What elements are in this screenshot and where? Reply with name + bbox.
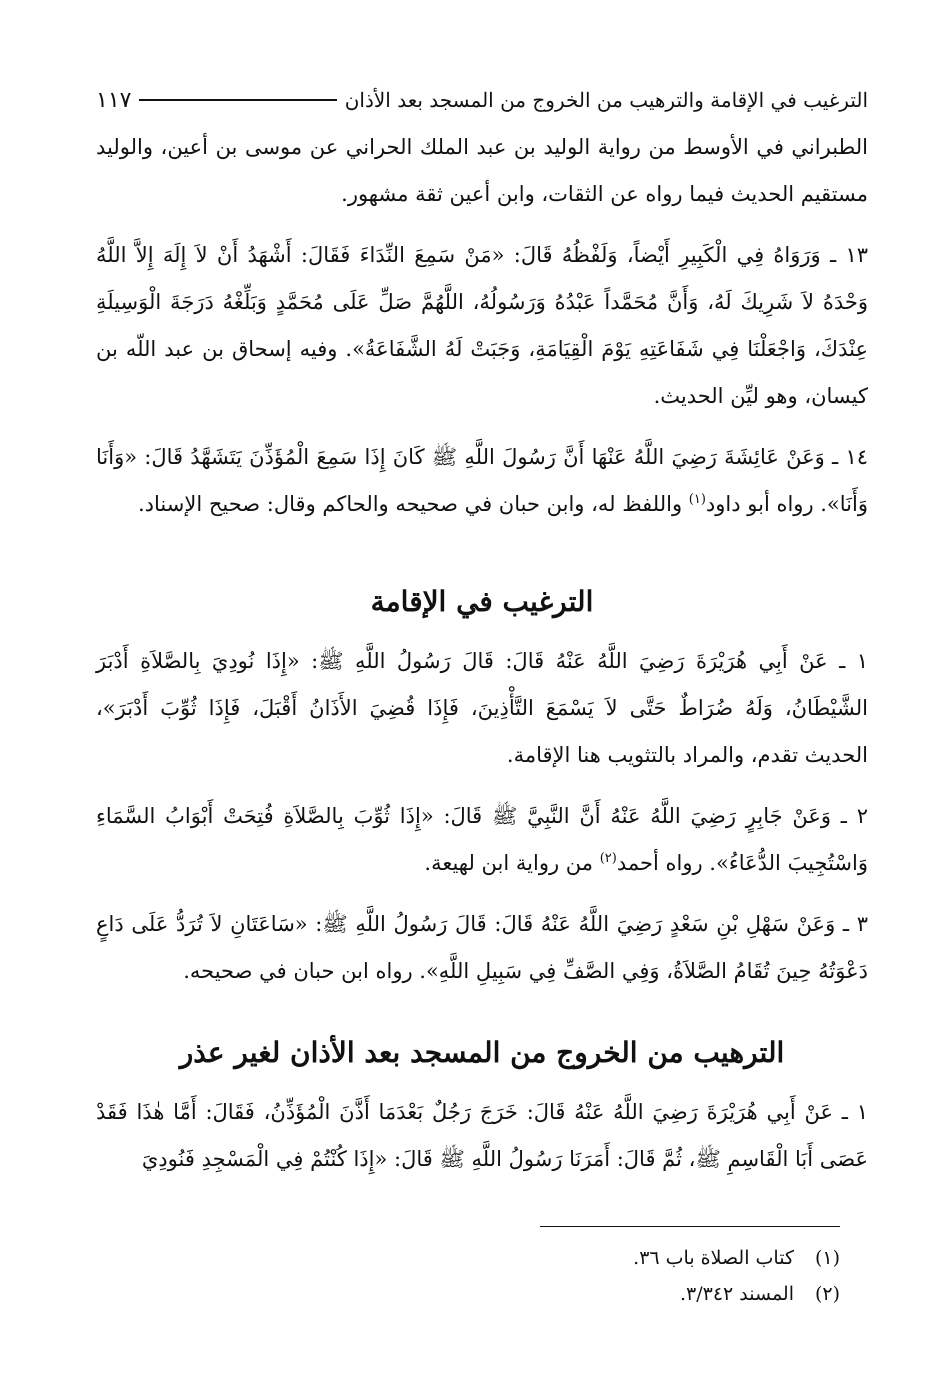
footnote-1 bbox=[340, 1240, 840, 1276]
footnote-2 bbox=[340, 1276, 840, 1312]
section-heading-iqama: الترغيب في الإقامة bbox=[370, 585, 594, 618]
running-header-title: الترغيب في الإقامة والترهيب من الخروج من المسجد بعد الأذان bbox=[344, 88, 868, 112]
paragraph-iqama-2 bbox=[96, 793, 868, 887]
footnote-text: المسند ٣/٣٤٢. bbox=[679, 1283, 794, 1305]
footnote-number: (١) bbox=[814, 1247, 840, 1269]
paragraph-iqama-3: ٣ ـ وَعَنْ سَهْلِ بْنِ سَعْدٍ رَضِيَ اللَّهُ عَنْهُ قَالَ: قَالَ رَسُولُ اللَّهِ ﷺ: «سَاعَتَانِ لاَ تُرَدُّ عَلَى دَاعٍ دَعْوَتُهُ حِينَ تُقَامُ الصَّلاَةُ، وَفِي الصَّفِّ فِي سَبِيلِ اللَّهِ». رواه ابن حبان في صحيحه. bbox=[96, 912, 868, 983]
footnote-marker-1: (١) bbox=[688, 492, 706, 507]
paragraph-iqama-1: ١ ـ عَنْ أَبِي هُرَيْرَةَ رَضِيَ اللَّهُ عَنْهُ قَالَ: قَالَ رَسُولُ اللَّهِ ﷺ: «إِذَا نُودِيَ بِالصَّلاَةِ أَدْبَرَ الشَّيْطَانُ، وَلَهُ ضُرَاطٌ حَتَّى لاَ يَسْمَعَ التَّأْذِينَ، فَإِذَا قُضِيَ الأَذَانُ أَقْبَلَ، فَإِذَا ثُوِّبَ أَدْبَرَ»، الحديث تقدم، والمراد بالتثويب هنا الإقامة. bbox=[96, 649, 868, 767]
paragraph-continuation: الطبراني في الأوسط من رواية الوليد بن عبد الملك الحراني عن موسى بن أعين، والوليد مستقيم الحديث فيما رواه عن الثقات، وابن أعين ثقة مشهور. bbox=[96, 135, 868, 206]
footnote-text: كتاب الصلاة باب ٣٦. bbox=[633, 1247, 794, 1269]
footnote-rule bbox=[540, 1226, 840, 1227]
header-rule bbox=[139, 99, 336, 101]
iqama-2-text: ٢ ـ وَعَنْ جَابِرٍ رَضِيَ اللَّهُ عَنْهُ أَنَّ النَّبِيَّ ﷺ قَالَ: «إِذَا ثُوِّبَ بِالصَّلاَةِ فُتِحَتْ أَبْوَابُ السَّمَاءِ وَاسْتُجِيبَ الدُّعَاءُ». رواه أحمد bbox=[96, 804, 868, 875]
footnotes bbox=[340, 1240, 840, 1312]
footnote-marker-2: (٢) bbox=[599, 851, 617, 866]
hadith-14-source: واللفظ له، وابن حبان في صحيحه والحاكم وقال: صحيح الإسناد. bbox=[138, 492, 689, 516]
running-header bbox=[96, 84, 868, 116]
iqama-2-source: من رواية ابن لهيعة. bbox=[424, 851, 600, 875]
hadith-14-text: ١٤ ـ وَعَنْ عَائِشَةَ رَضِيَ اللَّهُ عَنْهَا أَنَّ رَسُولَ اللَّهِ ﷺ كَانَ إِذَا سَمِعَ الْمُؤَذِّنَ يَتَشَهَّدُ قَالَ: «وَأَنَا وَأَنَا». رواه أبو داود bbox=[96, 445, 868, 516]
footnote-number: (٢) bbox=[814, 1283, 840, 1305]
paragraph-leaving-1: ١ ـ عَنْ أَبِي هُرَيْرَةَ رَضِيَ اللَّهُ عَنْهُ قَالَ: خَرَجَ رَجُلٌ بَعْدَمَا أَذَّنَ الْمُؤَذِّنُ، فَقَالَ: أَمَّا هٰذَا فَقَدْ عَصَى أَبَا الْقَاسِمِ ﷺ، ثُمَّ قَالَ: أَمَرَنَا رَسُولُ اللَّهِ ﷺ قَالَ: «إِذَا كُنْتُمْ فِي الْمَسْجِدِ فَنُودِيَ bbox=[96, 1100, 868, 1171]
section-heading-leaving-mosque: الترهيب من الخروج من المسجد بعد الأذان لغير عذر bbox=[179, 1036, 785, 1069]
book-page bbox=[96, 84, 868, 1197]
paragraph-hadith-13: ١٣ ـ وَرَوَاهُ فِي الْكَبِيرِ أَيْضاً، وَلَفْظُهُ قَالَ: «مَنْ سَمِعَ النِّدَاءَ فَقَالَ: أَشْهَدُ أَنْ لاَ إِلَهَ إِلاَّ اللَّهُ وَحْدَهُ لاَ شَرِيكَ لَهُ، وَأَنَّ مُحَمَّداً عَبْدُهُ وَرَسُولُهُ، اللَّهُمَّ صَلِّ عَلَى مُحَمَّدٍ وَبَلِّغْهُ دَرَجَةَ الْوَسِيلَةِ عِنْدَكَ، وَاجْعَلْنَا فِي شَفَاعَتِهِ يَوْمَ الْقِيَامَةِ، وَجَبَتْ لَهُ الشَّفَاعَةُ». وفيه إسحاق بن عبد اللّه بن كيسان، وهو ليِّن الحديث. bbox=[96, 243, 868, 408]
paragraph-hadith-14 bbox=[96, 434, 868, 528]
page-number: ١١٧ bbox=[96, 87, 132, 113]
